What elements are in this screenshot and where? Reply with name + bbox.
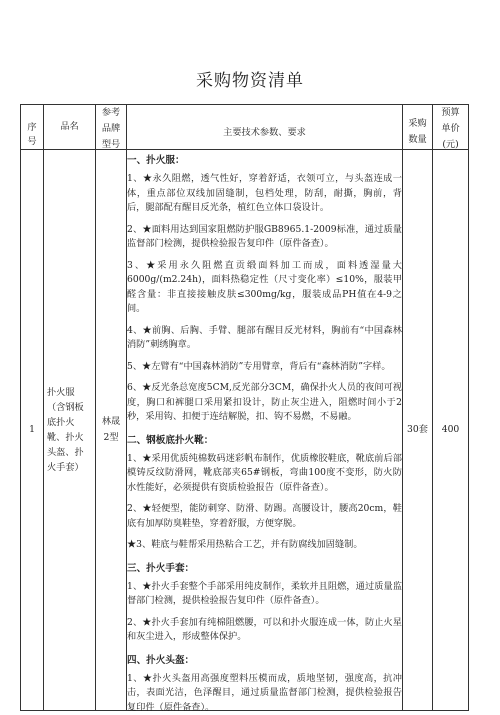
header-qty: 采购数量 xyxy=(403,105,433,150)
table-row xyxy=(21,150,469,711)
spec-paragraph: 3、★采用永久阻燃直贡缎面料加工而成，面料透湿量大6000g/(m2.24h)，面料热稳定性（尺寸变化率）≤10%，服装甲醛含量：非直接接触皮肤≤300mg/kg，服装成品PH值在4-9之间。 xyxy=(127,259,402,317)
row-name: 扑火服（含钢板底扑火靴、扑火头盔、扑火手套） xyxy=(44,150,96,711)
page-title: 采购物资清单 xyxy=(0,66,500,91)
header-ref-brand: 参考品牌型号 xyxy=(96,105,127,150)
spec-paragraph: 2、★轻便型，能防刺穿、防滑、防踢。高腰设计，腰高20cm，鞋底有加厚防臭鞋垫，穿着舒服，方便穿脱。 xyxy=(127,502,402,531)
header-seq: 序号 xyxy=(21,105,44,150)
procurement-table xyxy=(20,104,469,711)
spec-paragraph: 1、★采用优质纯棉数码迷彩帆布制作，优质橡胶鞋底，靴底前后部模铸反纹防滑网，靴底部夹65#钢板，弯曲100度不变形，防火防水性能好，必须提供有资质检验报告（原件备查）。 xyxy=(127,452,402,496)
spec-paragraph: 2、★面料用达到国家阻燃防护服GB8965.1-2009标准，通过质量监督部门检测，提供检验报告复印件（原件备查）。 xyxy=(127,223,402,252)
spec-paragraph: 1、★扑火手套整个手部采用纯皮制作，柔软并且阻燃，通过质量监督部门检测，提供检验报告复印件（原件备查）。 xyxy=(127,580,402,609)
spec-paragraph: 5、★左臂有“中国森林消防”专用臂章，背后有“森林消防”字样。 xyxy=(127,360,402,375)
header-name: 品名 xyxy=(44,105,96,150)
spec-section-heading: 三、扑火手套： xyxy=(127,560,402,574)
spec-content xyxy=(127,152,402,708)
row-ref-brand: 林晟2型 xyxy=(96,150,127,711)
spec-paragraph: 4、★前胸、后胸、手臂、腿部有醒目反光材料，胸前有“中国森林消防”刺绣胸章。 xyxy=(127,324,402,353)
spec-paragraph: ★3、鞋底与鞋帮采用热粘合工艺，并有防腐线加固缝制。 xyxy=(127,538,402,553)
spec-cell xyxy=(127,150,403,711)
row-price: 400 xyxy=(433,150,469,711)
spec-paragraph: 1、★扑火头盔用高强度塑料压模而成，质地坚韧，强度高，抗冲击，表面光洁，色泽醒目，通过质量监督部门检测，提供检验报告复印件（原件备查）。 xyxy=(127,672,402,715)
header-spec: 主要技术参数、要求 xyxy=(127,105,403,150)
spec-section-heading: 四、扑火头盔： xyxy=(127,652,402,666)
spec-paragraph: 2、★扑火手套加有纯棉阻燃腰，可以和扑火服连成一体，防止火星和灰尘进入，形成整体保护。 xyxy=(127,616,402,645)
spec-section-heading: 一、扑火服： xyxy=(127,152,402,166)
row-seq: 1 xyxy=(21,150,44,711)
spec-section-heading: 二、钢板底扑火靴： xyxy=(127,432,402,446)
spec-paragraph: 6、★反光条总宽度5CM,反光部分3CM，确保扑火人员的夜间可视度，胸口和裤腿口采用紧扣设计，防止灰尘进入，阻燃时间小于2秒，采用钩、扣便于连结解脱，扣、钩不易燃，不易融。 xyxy=(127,381,402,425)
row-qty: 30套 xyxy=(403,150,433,711)
spec-paragraph: 1、★永久阻燃，透气性好，穿着舒适，衣领可立，与头盔连成一体，重点部位双线加固缝制，包档处理，防刮，耐撕，胸前，背后，腿部配有醒目反光条，植红色立体口袋设计。 xyxy=(127,172,402,216)
header-price: 预算单价(元) xyxy=(433,105,469,150)
table-header-row xyxy=(21,105,469,150)
